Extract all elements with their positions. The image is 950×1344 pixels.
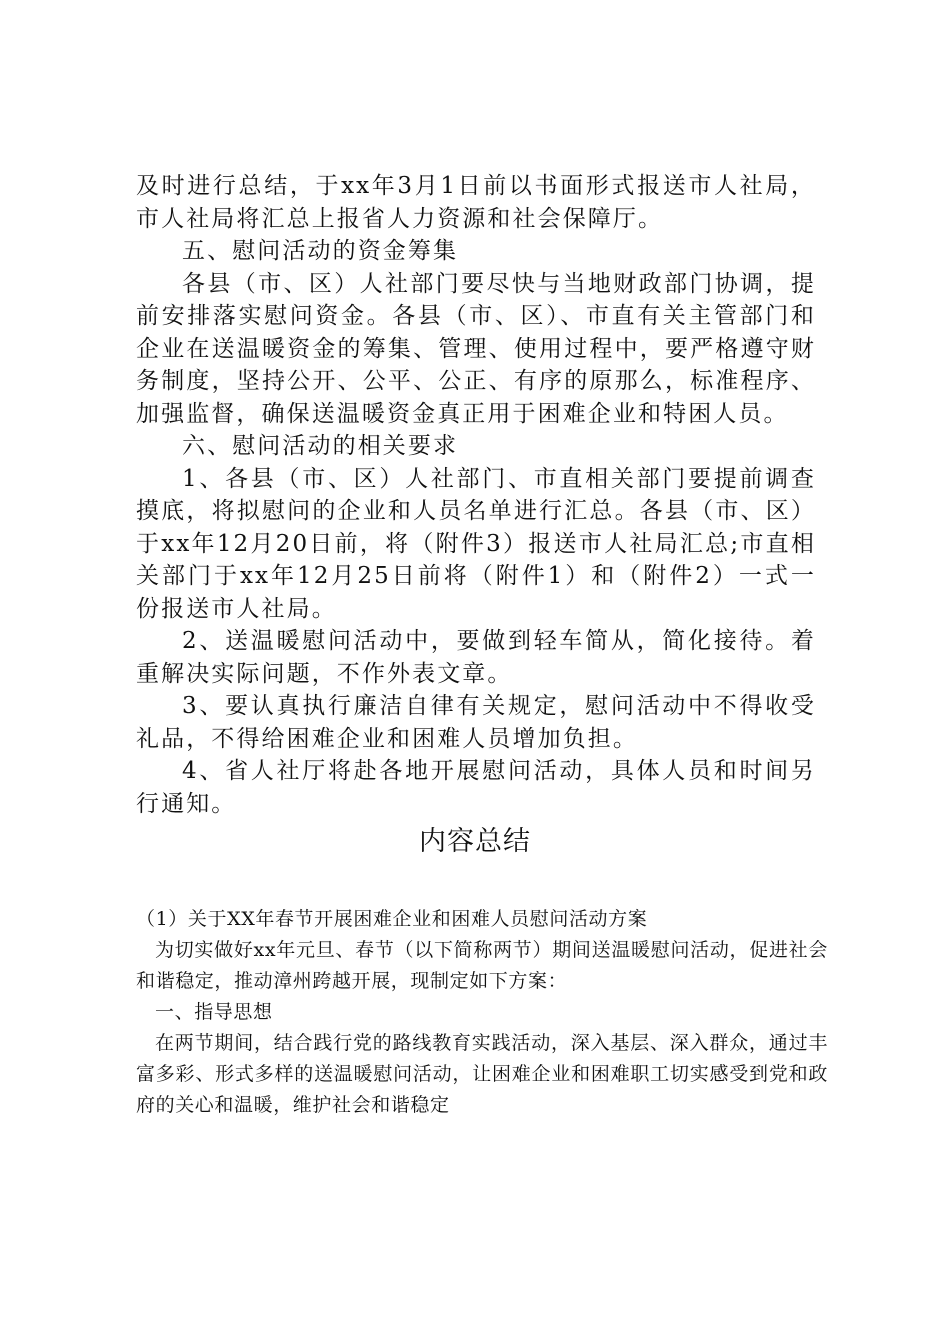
paragraph-requirement-3: 3、要认真执行廉洁自律有关规定，慰问活动中不得收受礼品，不得给困难企业和困难人员增加负担。 [136,693,816,752]
summary-title: 内容总结 [419,826,531,857]
summary-item-intro: 为切实做好xx年元旦、春节（以下简称两节）期间送温暖慰问活动，促进社会和谐稳定，推动漳州跨越开展，现制定如下方案： [136,939,828,992]
summary-item-heading: 一、指导思想 [155,1001,273,1023]
paragraph-requirement-4: 4、省人社厅将赴各地开展慰问活动，具体人员和时间另行通知。 [136,758,816,817]
summary-body [136,904,828,1121]
paragraph-requirement-2: 2、送温暖慰问活动中，要做到轻车简从，简化接待。着重解决实际问题，不作外表文章。 [136,628,816,687]
paragraph-requirement-1: 1、各县（市、区）人社部门、市直相关部门要提前调查摸底，将拟慰问的企业和人员名单进行汇总。各县（市、区）于xx年12月20日前，将（附件3）报送市人社局汇总;市直相关部门于xx年12月25日前将（附件1）和（附件2）一式一份报送市人社局。 [136,465,816,622]
paragraph-funding: 各县（市、区）人社部门要尽快与当地财政部门协调，提前安排落实慰问资金。各县（市、区）、市直有关主管部门和企业在送温暖资金的筹集、管理、使用过程中，要严格遵守财务制度，坚持公开、公平、公正、有序的原那么，标准程序、加强监督，确保送温暖资金真正用于困难企业和特困人员。 [136,270,816,427]
summary-item-guidance: 在两节期间，结合践行党的路线教育实践活动，深入基层、深入群众，通过丰富多彩、形式多样的送温暖慰问活动，让困难企业和困难职工切实感受到党和政府的关心和温暖，维护社会和谐稳定 [136,1032,828,1116]
section-heading-requirements: 六、慰问活动的相关要求 [182,433,459,459]
summary-item-title: （1）关于XX年春节开展困难企业和困难人员慰问活动方案 [136,908,648,930]
paragraph-summary-report: 及时进行总结，于xx年3月1日前以书面形式报送市人社局，市人社局将汇总上报省人力资源和社会保障厅。 [136,173,816,232]
document-body [136,170,816,820]
section-heading-funding: 五、慰问活动的资金筹集 [182,238,459,264]
